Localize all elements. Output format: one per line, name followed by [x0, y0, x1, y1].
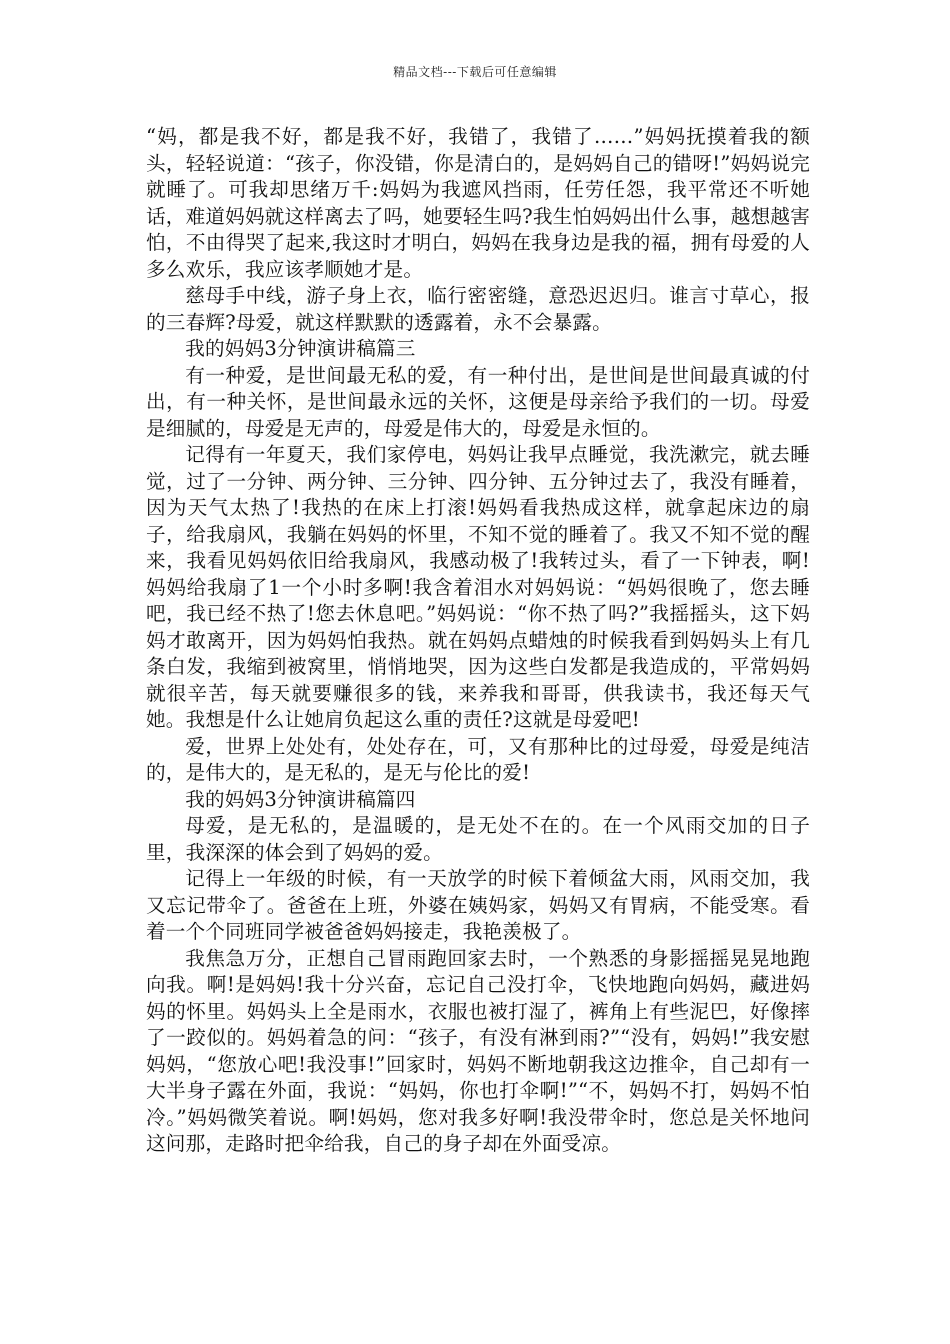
paragraph: 母爱，是无私的，是温暖的，是无处不在的。在一个风雨交加的日子里，我深深的体会到了妈妈的爱。	[146, 814, 810, 864]
paragraph: 记得上一年级的时候，有一天放学的时候下着倾盆大雨，风雨交加，我又忘记带伞了。爸爸在上班，外婆在姨妈家，妈妈又有胃病，不能受寒。看着一个个同班同学被爸爸妈妈接走，我艳羡极了。	[146, 867, 810, 943]
paragraph: 爱，世界上处处有，处处存在，可，又有那种比的过母爱，母爱是纯洁的，是伟大的，是无私的，是无与伦比的爱!	[146, 734, 810, 784]
page-header: 精品文档---下载后可任意编辑	[393, 65, 557, 79]
paragraph: 记得有一年夏天，我们家停电，妈妈让我早点睡觉，我洗漱完，就去睡觉，过了一分钟、两分钟、三分钟、四分钟、五分钟过去了，我没有睡着，因为天气太热了!我热的在床上打滚!妈妈看我热成这样，就拿起床边的扇子，给我扇风，我躺在妈妈的怀里，不知不觉的睡着了。我又不知不觉的醒来，我看见妈妈依旧给我扇风，我感动极了!我转过头，看了一下钟表，啊!妈妈给我扇了1一个小时多啊!我含着泪水对妈妈说：“妈妈很晚了，您去睡吧，我已经不热了!您去休息吧。”妈妈说：“你不热了吗?”我摇摇头，这下妈妈才敢离开，因为妈妈怕我热。就在妈妈点蜡烛的时候我看到妈妈头上有几条白发，我缩到被窝里，悄悄地哭，因为这些白发都是我造成的，平常妈妈就很辛苦，每天就要赚很多的钱，来养我和哥哥，供我读书，我还每天气她。我想是什么让她肩负起这么重的责任?这就是母爱吧!	[146, 443, 810, 731]
paragraph-continuation: “妈，都是我不好，都是我不好，我错了，我错了……”妈妈抚摸着我的额头，轻轻说道：“孩子，你没错，你是清白的，是妈妈自己的错呀!”妈妈说完就睡了。可我却思绪万千:妈妈为我遮风挡雨，任劳任怨，我平常还不听她话，难道妈妈就这样离去了吗，她要轻生吗?我生怕妈妈出什么事，越想越害怕，不由得哭了起来,我这时才明白，妈妈在我身边是我的福，拥有母爱的人多么欢乐，我应该孝顺她才是。	[146, 125, 810, 281]
section-heading: 我的妈妈3分钟演讲稿篇四	[185, 787, 416, 811]
document-body	[146, 124, 810, 1158]
paragraph: 有一种爱，是世间最无私的爱，有一种付出，是世间是世间最真诚的付出，有一种关怀，是世间最永远的关怀，这便是母亲给予我们的一切。母爱是细腻的，母爱是无声的，母爱是伟大的，母爱是永恒的。	[146, 363, 810, 440]
paragraph: 慈母手中线，游子身上衣，临行密密缝，意恐迟迟归。谁言寸草心，报的三春辉?母爱，就这样默默的透露着，永不会暴露。	[146, 284, 810, 334]
section-heading: 我的妈妈3分钟演讲稿篇三	[185, 337, 416, 360]
paragraph: 我焦急万分，正想自己冒雨跑回家去时，一个熟悉的身影摇摇晃晃地跑向我。啊!是妈妈!我十分兴奋，忘记自己没打伞，飞快地跑向妈妈，藏进妈妈的怀里。妈妈头上全是雨水，衣服也被打湿了，裤角上有些泥巴，好像摔了一跤似的。妈妈着急的问：“孩子，有没有淋到雨?”“没有，妈妈!”我安慰妈妈，“您放心吧!我没事!”回家时，妈妈不断地朝我这边推伞，自己却有一大半身子露在外面，我说：“妈妈，你也打伞啊!”“不，妈妈不打，妈妈不怕冷。”妈妈微笑着说。啊!妈妈，您对我多好啊!我没带伞时，您总是关怀地问这问那，走路时把伞给我，自己的身子却在外面受凉。	[146, 946, 810, 1155]
